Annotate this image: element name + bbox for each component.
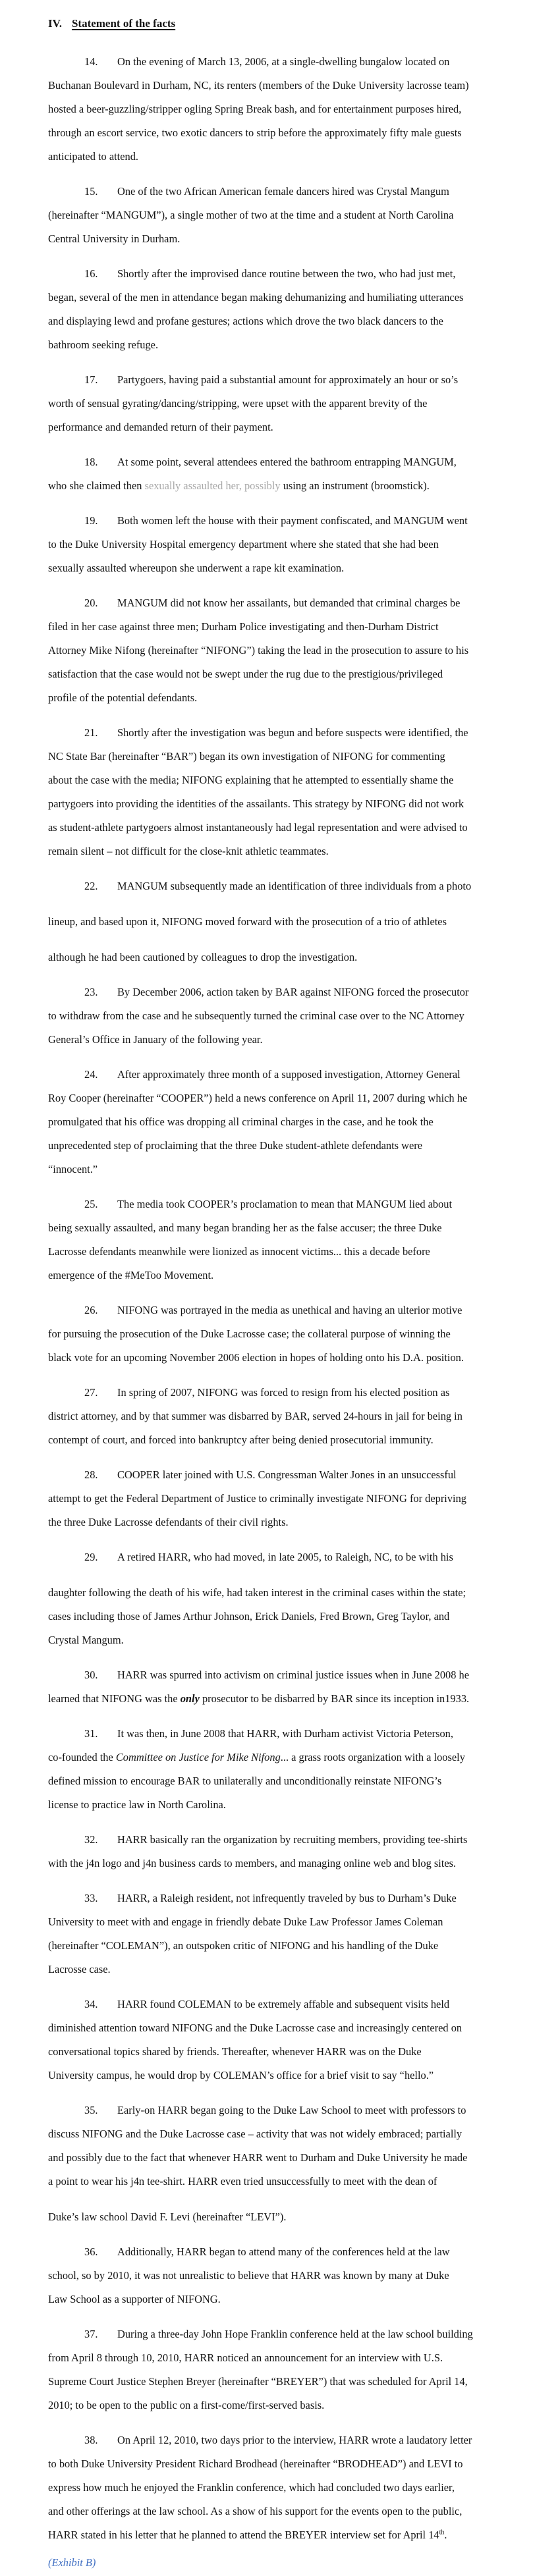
paragraph-line [48,333,514,357]
text-run: On the evening of March 13, 2006, at a single-dwelling bungalow located on [117,55,450,68]
text-run: Central University in Durham. [48,232,181,245]
text-run: Committee on Justice for Mike Nifong [115,1751,281,1763]
paragraph [48,180,514,251]
text-run: At some point, several attendees entered the bathroom entrapping MANGUM, [117,456,457,468]
text-run: Shortly after the improvised dance routine between the two, who had just met, [117,267,456,280]
paragraph [48,1545,514,1652]
paragraph-line [48,1322,514,1346]
paragraph-number: 16. [84,267,98,280]
paragraph-number: 35. [84,2104,98,2116]
paragraph-line [48,450,514,474]
paragraph-line [48,1722,514,1746]
paragraph [48,1722,514,1817]
paragraph-line [48,1605,514,1628]
paragraph-line [48,1004,514,1028]
section-heading [48,12,514,36]
paragraph-line [48,745,514,768]
text-run: Duke’s law school David F. Levi (hereinafter “LEVI”). [48,2211,287,2223]
text-run: to withdraw from the case and he subsequently turned the criminal case over to the NC Attorney [48,1009,464,1022]
paragraph-number: 22. [84,880,98,892]
paragraph-line [48,1428,514,1452]
text-run: cases including those of James Arthur Johnson, Erick Daniels, Fred Brown, Greg Taylor, and [48,1610,450,1623]
text-run: school, so by 2010, it was not unrealistic to believe that HARR was known by many at Duke [48,2269,449,2282]
paragraph-line [48,1063,514,1087]
paragraph-line [48,416,514,439]
paragraph-number: 34. [84,1998,98,2010]
paragraph-line [48,145,514,169]
text-run: HARR, a Raleigh resident, not infrequently traveled by bus to Durham’s Duke [117,1892,457,1904]
text-run: . [444,2529,447,2541]
paragraph [48,1993,514,2087]
paragraph-line [48,1828,514,1852]
text-run: the three Duke Lacrosse defendants of their civil rights. [48,1516,289,1528]
text-run: black vote for an upcoming November 2006 election in hopes of holding onto his D.A. position. [48,1351,464,1364]
paragraph [48,2428,514,2547]
paragraph-line [48,1581,514,1605]
paragraph-line [48,309,514,333]
paragraph-number: 36. [84,2245,98,2258]
paragraph-line [48,2040,514,2064]
paragraph-line [48,2205,514,2229]
paragraph-line [48,392,514,416]
paragraph-line [48,1487,514,1511]
paragraph-number: 18. [84,456,98,468]
paragraph-line [48,74,514,97]
text-run: HARR was spurred into activism on criminal justice issues when in June 2008 he [117,1669,469,1681]
text-run: performance and demanded return of their payment. [48,421,273,433]
paragraph [48,874,514,969]
paragraph [48,1381,514,1452]
paragraph-number: 33. [84,1892,98,1904]
text-run: filed in her case against three men; Durham Police investigating and then-Durham District [48,620,439,633]
text-run: license to practice law in North Carolina. [48,1798,226,1811]
text-run: (hereinafter “COLEMAN”), an outspoken critic of NIFONG and his handling of the Duke [48,1939,439,1952]
text-run: express how much he enjoyed the Franklin conference, which had concluded two days earlier, [48,2481,455,2494]
text-run: satisfaction that the case would not be swept under the rug due to the prestigious/privileged [48,668,443,680]
text-run: unprecedented step of proclaiming that the three Duke student-athlete defendants were [48,1139,422,1152]
text-run: promulgated that his office was dropping all criminal charges in the case, and he took the [48,1115,434,1128]
paragraph-line [48,1910,514,1934]
paragraph [48,1663,514,1711]
paragraph-number: 20. [84,597,98,609]
heading-title: Statement of the facts [71,17,176,30]
text-run: In spring of 2007, NIFONG was forced to resign from his elected position as [117,1386,450,1399]
paragraph-line [48,2428,514,2452]
exhibit-link[interactable]: (Exhibit B) [48,2556,96,2569]
text-run: Partygoers, having paid a substantial amount for approximately an hour or so’s [117,373,459,386]
paragraph-line [48,286,514,309]
text-run: being sexually assaulted, and many began branding her as the false accuser; the three Duke [48,1221,442,1234]
paragraph [48,980,514,1052]
text-run: HARR found COLEMAN to be extremely affable and subsequent visits held [117,1998,450,2010]
paragraph-line [48,180,514,203]
paragraph-line [48,203,514,227]
text-run: 2010; to be open to the public on a first-come/first-served basis. [48,2399,325,2411]
paragraph-line [48,97,514,121]
paragraph-line [48,1346,514,1370]
text-run: By December 2006, action taken by BAR against NIFONG forced the prosecutor [117,986,469,998]
text-run: to both Duke University President Richard Brodhead (hereinafter “BRODHEAD”) and LEVI to [48,2457,463,2470]
paragraph-line [48,262,514,286]
text-run: Additionally, HARR began to attend many of the conferences held at the law [117,2245,450,2258]
paragraph [48,50,514,169]
text-run: and displaying lewd and profane gestures; actions which drove the two black dancers to the [48,315,443,327]
text-run: for pursuing the prosecution of the Duke Lacrosse case; the collateral purpose of winning the [48,1328,451,1340]
paragraph [48,262,514,357]
paragraph-line [48,1463,514,1487]
paragraph-line [48,556,514,580]
paragraph [48,1887,514,1981]
paragraph-line [48,1240,514,1264]
text-run: ... a grass roots organization with a loosely [280,1751,465,1763]
text-run: Attorney Mike Nifong (hereinafter “NIFONG”) taking the lead in the prosecution to assure to his [48,644,469,657]
paragraph-line [48,1216,514,1240]
paragraph-line [48,1887,514,1910]
paragraph-line [48,615,514,639]
paragraph-line [48,2346,514,2370]
paragraph-line [48,1087,514,1110]
paragraph [48,1828,514,1875]
paragraph-line [48,474,514,498]
paragraph-number: 24. [84,1068,98,1081]
paragraph-line [48,2322,514,2346]
paragraph-line [48,1958,514,1981]
text-run: “innocent.” [48,1163,98,1175]
paragraph-line [48,816,514,840]
text-run: NC State Bar (hereinafter “BAR”) began its own investigation of NIFONG for commenting [48,750,445,763]
paragraph-line [48,2064,514,2087]
paragraph-line [48,1746,514,1769]
paragraph-line [48,2016,514,2040]
text-run: with the j4n logo and j4n business cards to members, and managing online web and blog sites. [48,1857,457,1869]
text-run: HARR basically ran the organization by recruiting members, providing tee-shirts [117,1833,468,1846]
paragraph-line [48,1110,514,1134]
text-run: a point to wear his j4n tee-shirt. HARR even tried unsuccessfully to meet with the dean of [48,2175,437,2187]
text-run: lineup, and based upon it, NIFONG moved forward with the prosecution of a trio of athletes [48,915,447,928]
text-run: sexually assaulted her, possibly [144,479,281,492]
paragraph-line [48,2523,514,2547]
paragraph-number: 37. [84,2328,98,2340]
text-run: University to meet with and engage in friendly debate Duke Law Professor James Coleman [48,1916,443,1928]
text-run: and possibly due to the fact that whenever HARR went to Durham and Duke University he made [48,2151,468,2164]
paragraph-line [48,721,514,745]
text-run: MANGUM did not know her assailants, but demanded that criminal charges be [117,597,461,609]
paragraph-line [48,1193,514,1216]
paragraph-number: 32. [84,1833,98,1846]
paragraph-line [48,2099,514,2122]
text-run: about the case with the media; NIFONG explaining that he attempted to essentially shame the [48,774,454,786]
text-run: Crystal Mangum. [48,1634,124,1646]
text-run: contempt of court, and forced into bankruptcy after being denied prosecutorial immunity. [48,1434,434,1446]
text-run: Lacrosse case. [48,1963,111,1975]
paragraph-line [48,2476,514,2500]
text-run: began, several of the men in attendance began making dehumanizing and humiliating utterances [48,291,464,304]
text-run: On April 12, 2010, two days prior to the interview, HARR wrote a laudatory letter [117,2434,472,2446]
paragraphs [48,50,514,2547]
text-run: discuss NIFONG and the Duke Lacrosse case – activity that was not widely embraced; partially [48,2128,462,2140]
paragraph-line [48,662,514,686]
paragraph-line [48,1663,514,1687]
text-run: University campus, he would drop by COLEMAN’s office for a brief visit to say “hello.” [48,2069,434,2081]
text-run: NIFONG was portrayed in the media as unethical and having an ulterior motive [117,1304,462,1316]
paragraph-number: 21. [84,726,98,739]
paragraph [48,2322,514,2417]
paragraph-line [48,639,514,662]
paragraph-line [48,509,514,533]
paragraph-line [48,591,514,615]
paragraph [48,1299,514,1370]
text-run: hosted a beer-guzzling/stripper ogling Spring Break bash, and for entertainment purposes hired, [48,103,462,115]
paragraph [48,1193,514,1287]
text-run: learned that NIFONG was the [48,1692,181,1705]
text-run: profile of the potential defendants. [48,691,198,704]
text-run: using an instrument (broomstick). [280,479,430,492]
text-run: diminished attention toward NIFONG and the Duke Lacrosse case and increasingly centered on [48,2022,462,2034]
paragraph [48,509,514,580]
paragraph-line [48,533,514,556]
paragraph [48,1063,514,1181]
paragraph-number: 30. [84,1669,98,1681]
text-run: Supreme Court Justice Stephen Breyer (hereinafter “BREYER”) that was scheduled for April 14, [48,2375,468,2388]
text-run: co-founded the [48,1751,116,1763]
paragraph-line [48,2452,514,2476]
text-run: HARR stated in his letter that he planned to attend the BREYER interview set for April 14 [48,2529,439,2541]
paragraph-line [48,1381,514,1405]
text-run: only [180,1692,200,1705]
text-run: to the Duke University Hospital emergency department where she stated that she had been [48,538,439,550]
paragraph [48,2099,514,2229]
paragraph-line [48,1028,514,1052]
paragraph-line [48,2240,514,2264]
paragraph-number: 15. [84,185,98,198]
text-run: as student-athlete partygoers almost instantaneously had legal representation and were advised to [48,821,468,834]
paragraph-number: 19. [84,514,98,527]
paragraph-line [48,910,514,934]
text-run: partygoers into providing the identities of the assailants. This strategy by NIFONG did not work [48,797,464,810]
paragraph-line [48,227,514,251]
paragraph-line [48,792,514,816]
text-run: Law School as a supporter of NIFONG. [48,2293,221,2305]
paragraph [48,591,514,710]
paragraph-line [48,2146,514,2170]
paragraph [48,721,514,863]
text-run: After approximately three month of a supposed investigation, Attorney General [117,1068,461,1081]
paragraph-number: 28. [84,1468,98,1481]
heading-numeral: IV. [48,17,62,30]
text-run: from April 8 through 10, 2010, HARR noticed an announcement for an interview with U.S. [48,2351,443,2364]
text-run: A retired HARR, who had moved, in late 2005, to Raleigh, NC, to be with his [117,1551,453,1563]
paragraph-line [48,1993,514,2016]
paragraph-line [48,1628,514,1652]
paragraph-line [48,2264,514,2288]
paragraph-number: 14. [84,55,98,68]
paragraph-line [48,2288,514,2311]
paragraph-line [48,2170,514,2193]
text-run: attempt to get the Federal Department of Justice to criminally investigate NIFONG for depriving [48,1492,466,1505]
text-run: COOPER later joined with U.S. Congressman Walter Jones in an unsuccessful [117,1468,457,1481]
paragraph-line [48,686,514,710]
paragraph-line [48,1769,514,1793]
text-run: Shortly after the investigation was begun and before suspects were identified, the [117,726,468,739]
text-run: Early-on HARR began going to the Duke Law School to meet with professors to [117,2104,466,2116]
text-run: conversational topics shared by friends. Thereafter, whenever HARR was on the Duke [48,2045,422,2058]
paragraph-line [48,1852,514,1875]
paragraph-line [48,2500,514,2523]
text-run: Roy Cooper (hereinafter “COOPER”) held a news conference on April 11, 2007 during which he [48,1092,468,1104]
paragraph-line [48,768,514,792]
paragraph-line [48,50,514,74]
paragraph-line [48,1134,514,1158]
paragraph-line [48,1687,514,1711]
paragraph-line [48,1934,514,1958]
paragraph [48,368,514,439]
text-run: although he had been cautioned by colleagues to drop the investigation. [48,951,358,963]
text-run: Both women left the house with their payment confiscated, and MANGUM went [117,514,468,527]
superscript-text: th [439,2529,445,2536]
paragraph-number: 29. [84,1551,98,1563]
text-run: prosecutor to be disbarred by BAR since its inception in1933. [199,1692,470,1705]
paragraph-number: 25. [84,1198,98,1210]
paragraph-line [48,874,514,898]
text-run: bathroom seeking refuge. [48,338,159,351]
text-run: One of the two African American female dancers hired was Crystal Mangum [117,185,449,198]
text-run: During a three-day John Hope Franklin conference held at the law school building [117,2328,473,2340]
paragraph [48,2240,514,2311]
paragraph-line [48,121,514,145]
text-run: MANGUM subsequently made an identification of three individuals from a photo [117,880,472,892]
paragraph-number: 26. [84,1304,98,1316]
text-run: worth of sensual gyrating/dancing/stripping, were upset with the apparent brevity of the [48,397,428,410]
paragraph-number: 27. [84,1386,98,1399]
paragraph-line [48,840,514,863]
paragraph-line [48,1264,514,1287]
text-run: district attorney, and by that summer was disbarred by BAR, served 24-hours in jail for being in [48,1410,462,1422]
text-run: and other offerings at the law school. As a show of his support for the events open to the public, [48,2505,462,2517]
paragraph-line [48,368,514,392]
paragraph-line [48,2122,514,2146]
paragraph-line [48,1511,514,1534]
text-run: anticipated to attend. [48,150,138,163]
text-run: who she claimed then [48,479,145,492]
text-run: Buchanan Boulevard in Durham, NC, its renters (members of the Duke University lacrosse team) [48,79,469,92]
text-run: emergence of the #MeToo Movement. [48,1269,214,1281]
paragraph-line [48,1793,514,1817]
paragraph-number: 38. [84,2434,98,2446]
paragraph-line [48,1545,514,1569]
text-run: It was then, in June 2008 that HARR, with Durham activist Victoria Peterson, [117,1727,453,1740]
text-run: (hereinafter “MANGUM”), a single mother of two at the time and a student at North Carolina [48,209,454,221]
text-run: General’s Office in January of the following year. [48,1033,263,1046]
paragraph-line [48,2394,514,2417]
paragraph-number: 31. [84,1727,98,1740]
text-run: sexually assaulted whereupon she underwent a rape kit examination. [48,562,345,574]
paragraph-line [48,2370,514,2394]
paragraph-number: 23. [84,986,98,998]
text-run: daughter following the death of his wife, had taken interest in the criminal cases within the state; [48,1586,466,1599]
paragraph-line [48,1405,514,1428]
text-run: remain silent – not difficult for the close-knit athletic teammates. [48,845,329,857]
text-run: defined mission to encourage BAR to unilaterally and unconditionally reinstate NIFONG’s [48,1775,442,1787]
paragraph-line [48,1299,514,1322]
paragraph-line [48,946,514,969]
paragraph-line [48,980,514,1004]
text-run: through an escort service, two exotic dancers to strip before the approximately fifty male guests [48,126,462,139]
paragraph-number: 17. [84,373,98,386]
text-run: The media took COOPER’s proclamation to mean that MANGUM lied about [117,1198,453,1210]
paragraph [48,1463,514,1534]
paragraph [48,450,514,498]
text-run: Lacrosse defendants meanwhile were lionized as innocent victims... this a decade before [48,1245,430,1258]
paragraph-line [48,1158,514,1181]
